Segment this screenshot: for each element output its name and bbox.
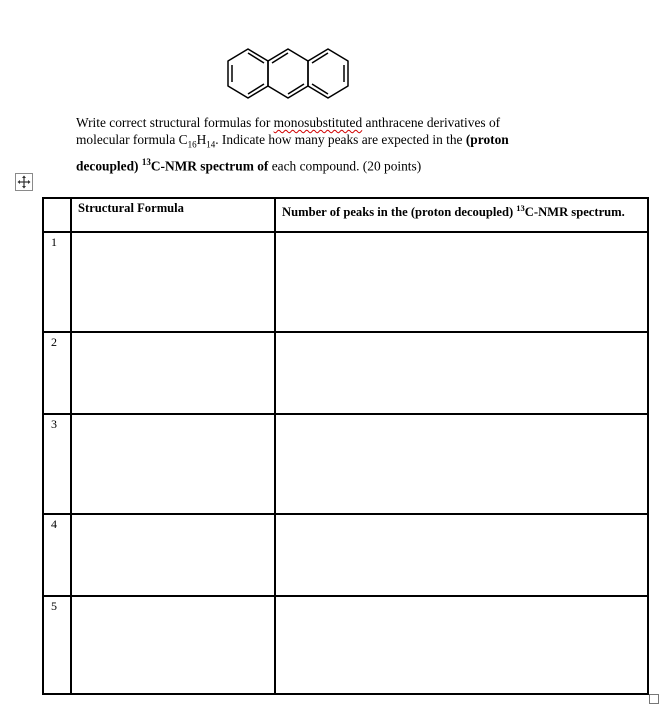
formula-subscript: 16	[187, 139, 197, 150]
table-row	[43, 232, 648, 332]
row-number: 4	[43, 514, 71, 596]
header-number-cell	[43, 198, 71, 232]
structural-formula-cell[interactable]	[71, 232, 275, 332]
structural-formula-cell[interactable]	[71, 596, 275, 694]
isotope-superscript: 13	[141, 156, 151, 167]
formula-element: H	[196, 132, 207, 147]
question-text	[76, 114, 566, 174]
table-row	[43, 414, 648, 514]
structural-formula-cell[interactable]	[71, 414, 275, 514]
anthracene-rings	[218, 36, 414, 120]
table-row	[43, 332, 648, 414]
table-header-row	[43, 198, 648, 232]
row-number: 3	[43, 414, 71, 514]
move-icon[interactable]	[15, 173, 33, 191]
question-bold-text: (proton	[465, 132, 509, 147]
header-peaks-text: Number of peaks in the (proton decoupled)	[282, 205, 517, 220]
spellcheck-flagged-word[interactable]: monosubstituted	[273, 115, 363, 130]
number-of-peaks-cell[interactable]	[275, 332, 648, 414]
question-line-1	[76, 114, 566, 131]
structural-formula-cell[interactable]	[71, 514, 275, 596]
header-number-of-peaks	[275, 198, 648, 232]
question-line-3	[76, 154, 566, 174]
structural-formula-cell[interactable]	[71, 332, 275, 414]
resize-handle-icon[interactable]	[649, 694, 659, 704]
question-text-segment: anthracene derivatives of	[362, 115, 501, 130]
number-of-peaks-cell[interactable]	[275, 596, 648, 694]
formula-subscript: 14	[206, 139, 216, 150]
question-bold-text: C-NMR spectrum of	[150, 158, 269, 174]
isotope-superscript: 13	[516, 203, 525, 213]
row-number: 2	[43, 332, 71, 414]
question-text-segment: molecular formula C	[76, 132, 188, 147]
number-of-peaks-cell[interactable]	[275, 414, 648, 514]
number-of-peaks-cell[interactable]	[275, 232, 648, 332]
number-of-peaks-cell[interactable]	[275, 514, 648, 596]
table-row	[43, 596, 648, 694]
row-number: 5	[43, 596, 71, 694]
question-text-segment: . Indicate how many peaks are expected in the	[215, 132, 466, 147]
answer-table	[42, 197, 649, 695]
row-number: 1	[43, 232, 71, 332]
question-bold-text: decoupled)	[76, 158, 142, 174]
table-row	[43, 514, 648, 596]
header-peaks-text: C-NMR spectrum.	[524, 205, 625, 220]
header-structural-formula: Structural Formula	[71, 198, 275, 232]
question-text-segment: each compound. (20 points)	[268, 158, 422, 174]
question-text-segment: Write correct structural formulas for	[76, 115, 274, 130]
question-line-2	[76, 131, 566, 154]
